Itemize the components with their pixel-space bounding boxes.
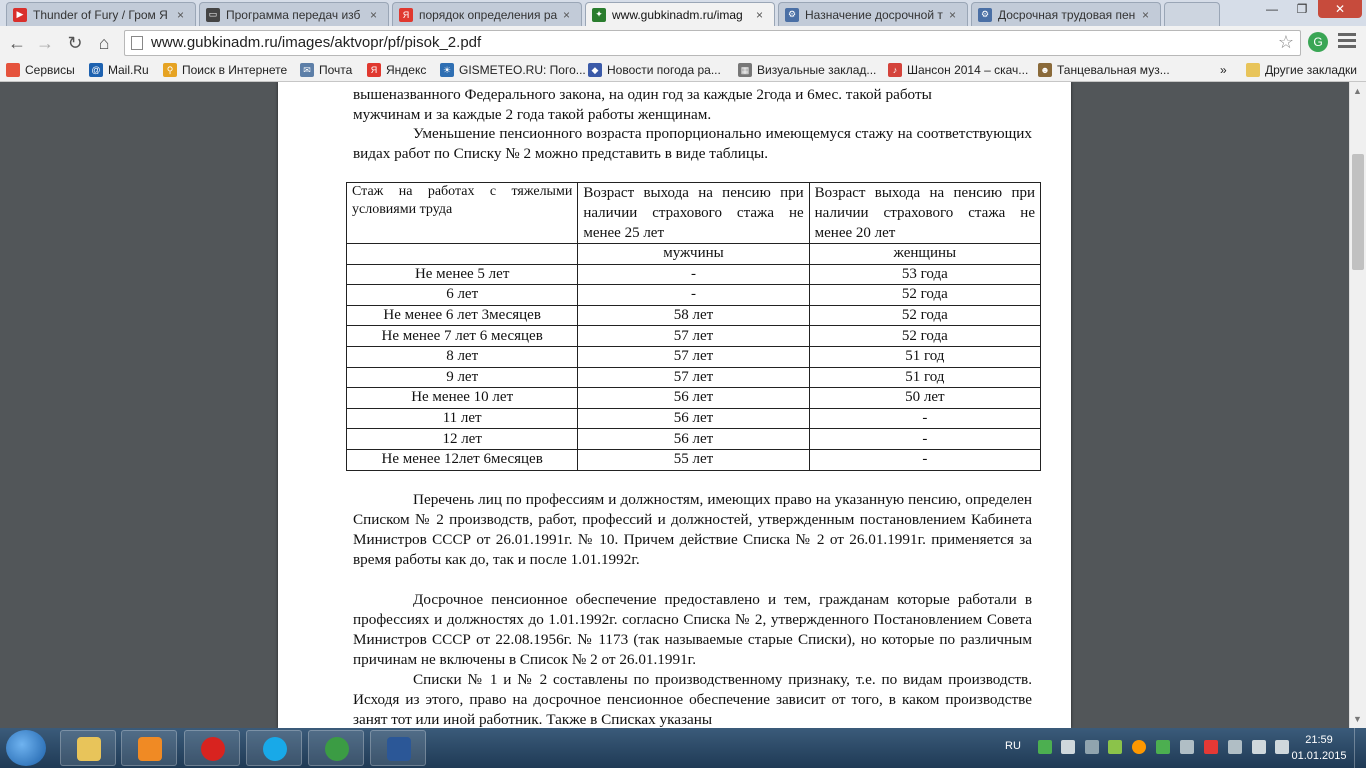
intro-line: вышеназванного Федерального закона, на один год за каждые 2года и 6мес. такой работы	[353, 86, 932, 103]
bookmark-label: Визуальные заклад...	[757, 63, 877, 77]
table-cell: 50 лет	[809, 388, 1040, 409]
close-icon[interactable]: ×	[756, 7, 764, 22]
menu-icon[interactable]	[1338, 33, 1356, 51]
search-icon: ⚲	[163, 63, 177, 77]
table-cell: 51 год	[809, 367, 1040, 388]
youtube-icon: ▶	[13, 8, 27, 22]
bookmark-label: Почта	[319, 63, 353, 77]
volume-icon[interactable]	[1061, 740, 1075, 754]
close-icon[interactable]: ×	[949, 7, 957, 22]
taskbar	[0, 728, 1366, 768]
tab-tv-program[interactable]	[199, 2, 389, 26]
table-cell: -	[578, 264, 809, 285]
table-row	[347, 285, 1041, 306]
intro-paragraph	[353, 85, 1032, 125]
opera-icon	[201, 737, 225, 761]
tab-strip	[0, 0, 1366, 26]
site-icon: ⚙	[978, 8, 992, 22]
security-icon[interactable]	[1038, 740, 1052, 754]
taskbar-chrome[interactable]	[308, 730, 364, 766]
header-cell: Стаж на работах с тяжелыми условиями труда	[347, 183, 578, 244]
table-cell: 53 года	[809, 264, 1040, 285]
scroll-down-icon[interactable]: ▼	[1353, 714, 1362, 724]
tab-label: порядок определения ра	[419, 7, 558, 22]
clock-time[interactable]: 21:59	[1305, 734, 1333, 746]
bookmark-mail[interactable]	[300, 63, 352, 77]
clock-date[interactable]: 01.01.2015	[1291, 750, 1347, 762]
mail-icon: ✉	[300, 63, 314, 77]
tab-label: Программа передач изб	[226, 7, 361, 22]
table-row	[347, 264, 1041, 285]
table-row	[347, 429, 1041, 450]
folder-icon	[1246, 63, 1260, 77]
table-cell: -	[809, 408, 1040, 429]
bookmark-star-icon[interactable]: ☆	[1277, 32, 1294, 52]
bookmark-news-weather[interactable]	[588, 63, 721, 77]
subheader-cell: мужчины	[578, 244, 809, 265]
table-cell: 11 лет	[347, 408, 578, 429]
bookmark-label: Танцевальная муз...	[1057, 63, 1170, 77]
table-row	[347, 346, 1041, 367]
table-row	[347, 408, 1041, 429]
taskbar-media-player[interactable]	[121, 730, 177, 766]
media-player-icon	[138, 737, 162, 761]
speaker-icon[interactable]	[1180, 740, 1194, 754]
table-cell: 56 лет	[578, 408, 809, 429]
table-cell: 57 лет	[578, 346, 809, 367]
bookmarks-bar	[0, 60, 1366, 82]
table-cell: Не менее 5 лет	[347, 264, 578, 285]
reload-button[interactable]: ↻	[67, 33, 83, 53]
tab-early-pension[interactable]	[971, 2, 1161, 26]
table-cell: Не менее 12лет 6месяцев	[347, 449, 578, 470]
network-icon[interactable]	[1252, 740, 1266, 754]
bookmark-services[interactable]	[6, 63, 75, 77]
scroll-up-icon[interactable]: ▲	[1353, 86, 1362, 96]
address-bar[interactable]	[124, 30, 1301, 56]
music-icon: ♪	[888, 63, 902, 77]
apps-icon	[6, 63, 20, 77]
taskbar-explorer[interactable]	[60, 730, 116, 766]
table-intro-paragraph: Уменьшение пенсионного возраста пропорционально имеющемуся стажу на соответствующих видах работ по Списку № 2 можно представить в виде таблицы.	[353, 125, 1032, 162]
show-desktop-button[interactable]	[1354, 728, 1366, 768]
table-cell: Не менее 6 лет 3месяцев	[347, 305, 578, 326]
new-tab-button[interactable]	[1164, 2, 1220, 26]
site-icon: ✦	[592, 8, 606, 22]
start-button[interactable]	[6, 730, 46, 766]
table-cell: -	[809, 449, 1040, 470]
bookmark-label: Новости погода ра...	[607, 63, 721, 77]
table-row	[347, 305, 1041, 326]
table-header-row	[347, 183, 1041, 244]
bookmark-shanson[interactable]	[888, 63, 1028, 77]
face-icon: ☻	[1038, 63, 1052, 77]
bookmark-visual[interactable]	[738, 63, 876, 77]
tv-icon: ▭	[206, 8, 220, 22]
bookmark-label: Поиск в Интернете	[182, 63, 288, 77]
bookmarks-overflow[interactable]: »	[1220, 63, 1227, 77]
table-row	[347, 367, 1041, 388]
page-icon	[131, 36, 143, 50]
close-icon[interactable]: ×	[563, 7, 571, 22]
site-icon: ⚙	[785, 8, 799, 22]
yandex-icon: Я	[399, 8, 413, 22]
other-bookmarks[interactable]	[1246, 63, 1357, 77]
intro-line: мужчинам и за каждые 2 года такой работы женщинам.	[353, 106, 712, 123]
taskbar-word[interactable]	[370, 730, 426, 766]
bookmark-dance-music[interactable]	[1038, 63, 1170, 77]
table-subheader-row	[347, 244, 1041, 265]
maximize-button[interactable]: ❐	[1296, 2, 1308, 16]
table-row	[347, 326, 1041, 347]
subheader-cell	[347, 244, 578, 265]
table-row	[347, 388, 1041, 409]
sound-icon[interactable]	[1275, 740, 1289, 754]
bookmark-mailru[interactable]	[89, 63, 149, 77]
power-icon[interactable]	[1228, 740, 1242, 754]
tab-label: Thunder of Fury / Гром Я	[33, 7, 168, 22]
table-cell: 51 год	[809, 346, 1040, 367]
table-cell: 52 года	[809, 326, 1040, 347]
table-cell: 8 лет	[347, 346, 578, 367]
table-cell: 58 лет	[578, 305, 809, 326]
header-cell: Возраст выхода на пенсию при наличии страхового стажа не менее 20 лет	[809, 183, 1040, 244]
table-cell: 56 лет	[578, 388, 809, 409]
bookmark-gismeteo[interactable]	[440, 63, 586, 77]
home-button[interactable]: ⌂	[98, 33, 110, 53]
toolbar	[0, 26, 1366, 60]
flag-icon[interactable]	[1204, 740, 1218, 754]
header-cell: Возраст выхода на пенсию при наличии страхового стажа не менее 25 лет	[578, 183, 809, 244]
chrome-icon	[325, 737, 349, 761]
bookmark-label: Яндекс	[386, 63, 427, 77]
tab-early-appointment[interactable]	[778, 2, 968, 26]
table-cell: Не менее 10 лет	[347, 388, 578, 409]
weather-icon: ☀	[440, 63, 454, 77]
table-cell: 9 лет	[347, 367, 578, 388]
bookmark-search[interactable]	[163, 63, 287, 77]
close-window-button[interactable]: ✕	[1318, 0, 1362, 18]
language-indicator[interactable]: RU	[1005, 740, 1021, 752]
tab-gubkinadm[interactable]	[585, 2, 775, 26]
vertical-scrollbar[interactable]	[1349, 82, 1366, 728]
table-cell: Не менее 7 лет 6 месяцев	[347, 326, 578, 347]
forward-button[interactable]: →	[36, 33, 54, 53]
taskbar-opera[interactable]	[184, 730, 240, 766]
table-cell: 55 лет	[578, 449, 809, 470]
news-icon: ◆	[588, 63, 602, 77]
scroll-thumb[interactable]	[1352, 154, 1364, 270]
folder-icon	[77, 737, 101, 761]
tab-label: Досрочная трудовая пен	[998, 7, 1136, 22]
tab-label: www.gubkinadm.ru/imag	[612, 7, 743, 22]
display-icon[interactable]	[1085, 740, 1099, 754]
lists-paragraph: Списки № 1 и № 2 составлены по производственному признаку, т.е. по видам производств. Исходя из этого, право на досрочное пенсионное обеспечение зависит от того, в каком производстве занят тот или иной работник. Также в Списках указаны	[353, 671, 1032, 728]
word-icon	[387, 737, 411, 761]
pdf-page	[278, 82, 1071, 728]
taskbar-skype[interactable]	[246, 730, 302, 766]
tab-label: Назначение досрочной т	[805, 7, 943, 22]
table-cell: 52 года	[809, 305, 1040, 326]
minimize-button[interactable]: —	[1266, 2, 1278, 16]
bookmark-label: Сервисы	[25, 63, 75, 77]
table-cell: -	[578, 285, 809, 306]
bookmark-label: Шансон 2014 – скач...	[907, 63, 1029, 77]
pension-age-table	[346, 182, 1041, 471]
bookmark-yandex[interactable]	[367, 63, 426, 77]
table-cell: 12 лет	[347, 429, 578, 450]
grid-icon: ▦	[738, 63, 752, 77]
table-row	[347, 449, 1041, 470]
check-icon[interactable]	[1156, 740, 1170, 754]
table-cell: 56 лет	[578, 429, 809, 450]
tab-thunder-of-fury[interactable]	[6, 2, 196, 26]
bookmark-label: Другие закладки	[1265, 63, 1357, 77]
odnoklassniki-icon[interactable]	[1132, 740, 1146, 754]
url-text[interactable]: www.gubkinadm.ru/images/aktvopr/pf/pisok_2.pdf	[151, 34, 482, 51]
extension-icon[interactable]: G	[1308, 32, 1328, 52]
skype-icon	[263, 737, 287, 761]
table-cell: -	[809, 429, 1040, 450]
professions-list-paragraph: Перечень лиц по профессиям и должностям, имеющих право на указанную пенсию, определен Списком № 2 производств, работ, профессий и должностей, утвержденным постановлением Кабинета Министров СССР от 26.01.1991г. № 10. Причем действие Списка № 2 от 26.01.1991г. применяется за время работы как до, так и после 1.01.1992г.	[353, 491, 1032, 568]
table-cell: 6 лет	[347, 285, 578, 306]
pdf-viewer[interactable]	[0, 82, 1366, 728]
bookmark-label: GISMETEO.RU: Пого...	[459, 63, 586, 77]
subheader-cell: женщины	[809, 244, 1040, 265]
early-pension-paragraph: Досрочное пенсионное обеспечение предоставлено и тем, гражданам которые работали в профессиях и должностях до 1.01.1992г. согласно Списка № 2, утвержденного Постановлением Совета Министров СССР от 22.08.1956г. № 1173 (так называемые старые Списки), но которые по различным причинам не включены в Список № 2 от 26.01.1991г.	[353, 591, 1032, 668]
bookmark-label: Mail.Ru	[108, 63, 149, 77]
sync-icon[interactable]	[1108, 740, 1122, 754]
close-icon[interactable]: ×	[1142, 7, 1150, 22]
back-button[interactable]: ←	[8, 33, 26, 53]
table-body	[347, 264, 1041, 470]
mailru-icon: @	[89, 63, 103, 77]
table-cell: 57 лет	[578, 326, 809, 347]
table-cell: 52 года	[809, 285, 1040, 306]
close-icon[interactable]: ×	[177, 7, 185, 22]
table-cell: 57 лет	[578, 367, 809, 388]
tab-order-definition[interactable]	[392, 2, 582, 26]
yandex-icon: Я	[367, 63, 381, 77]
close-icon[interactable]: ×	[370, 7, 378, 22]
